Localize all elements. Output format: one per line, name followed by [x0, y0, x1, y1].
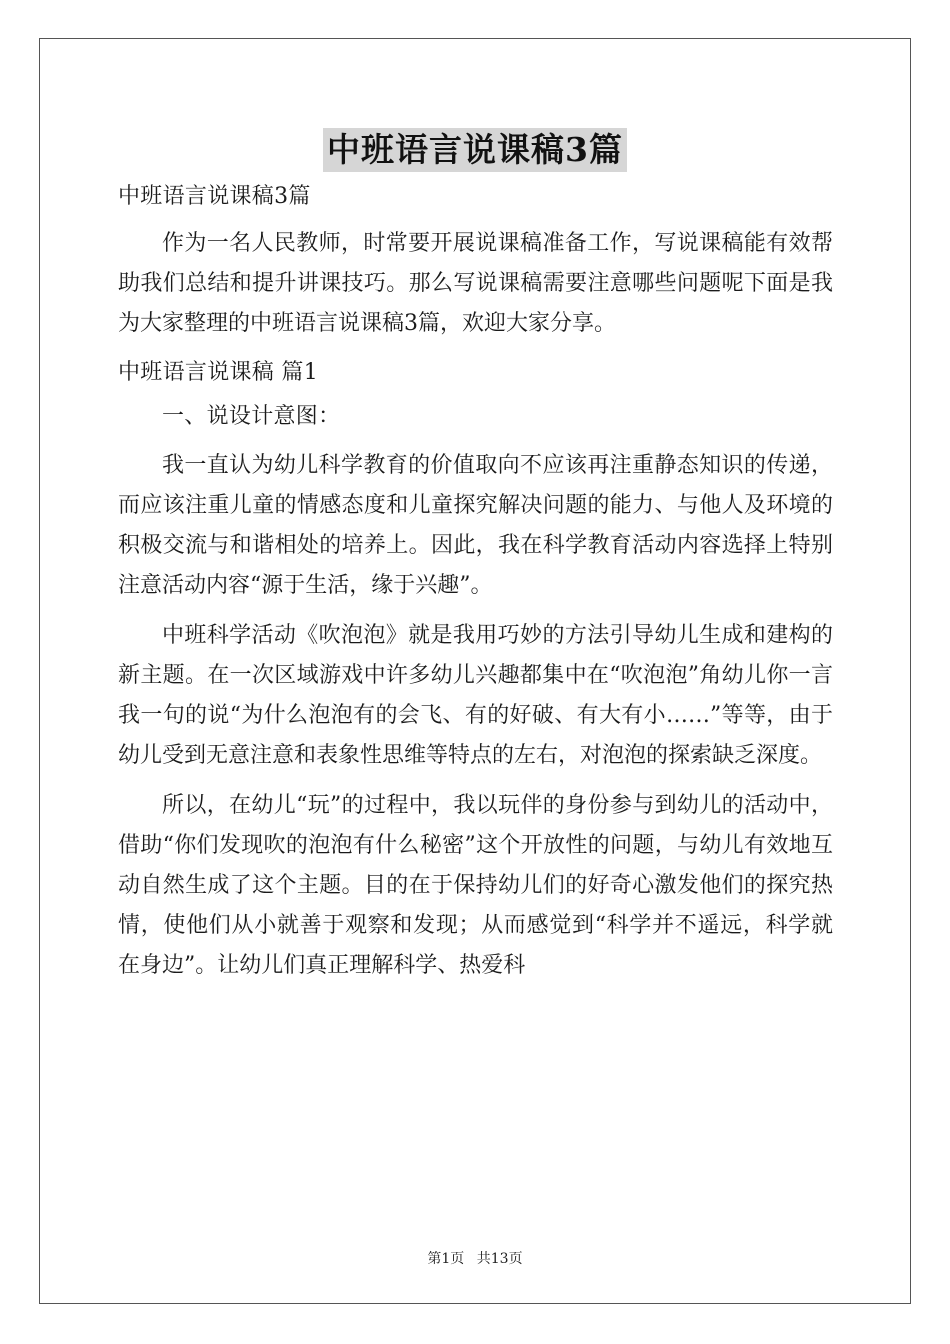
body-paragraph-2: 中班科学活动《吹泡泡》就是我用巧妙的方法引导幼儿生成和建构的新主题。在一次区域游戏中许多幼儿兴趣都集中在“吹泡泡”角幼儿你一言我一句的说“为什么泡泡有的会飞、有的好破、有大有小……”等等，由于幼儿受到无意注意和表象性思维等特点的左右，对泡泡的探索缺乏深度。 — [118, 623, 833, 768]
document-title: 中班语言说课稿3篇 — [323, 128, 627, 172]
body-paragraph-1: 我一直认为幼儿科学教育的价值取向不应该再注重静态知识的传递，而应该注重儿童的情感态度和儿童探究解决问题的能力、与他人及环境的积极交流与和谐相处的培养上。因此，我在科学教育活动内容选择上特别注意活动内容“源于生活，缘于兴趣”。 — [118, 453, 833, 598]
sub-heading: 一、说设计意图： — [162, 404, 341, 429]
title-container — [0, 128, 950, 172]
page-number: 第1页 — [427, 1251, 465, 1267]
total-pages: 共13页 — [476, 1251, 523, 1267]
section-heading: 中班语言说课稿 篇1 — [118, 360, 318, 385]
subtitle-line: 中班语言说课稿3篇 — [118, 184, 311, 209]
body-paragraph-3: 所以，在幼儿“玩”的过程中，我以玩伴的身份参与到幼儿的活动中，借助“你们发现吹的泡泡有什么秘密”这个开放性的问题，与幼儿有效地互动自然生成了这个主题。目的在于保持幼儿们的好奇心激发他们的探究热情，使他们从小就善于观察和发现；从而感觉到“科学并不遥远，科学就在身边”。让幼儿们真正理解科学、热爱科 — [118, 793, 833, 978]
intro-paragraph: 作为一名人民教师，时常要开展说课稿准备工作，写说课稿能有效帮助我们总结和提升讲课技巧。那么写说课稿需要注意哪些问题呢下面是我为大家整理的中班语言说课稿3篇，欢迎大家分享。 — [118, 231, 833, 336]
document-body — [118, 178, 833, 996]
page-footer — [0, 1248, 950, 1268]
